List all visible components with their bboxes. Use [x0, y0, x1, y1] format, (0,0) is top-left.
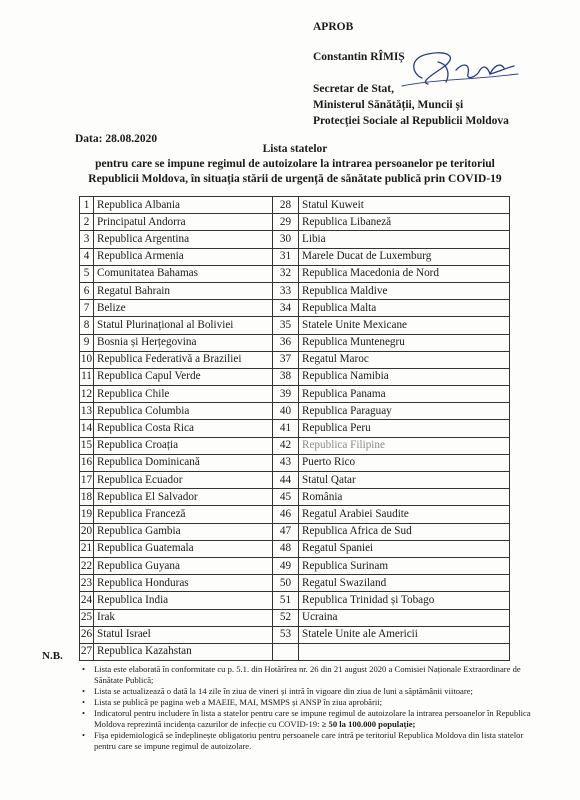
row-number: 18 [80, 489, 94, 506]
table-row [80, 420, 510, 437]
country-name: Republica Gambia [94, 523, 273, 540]
country-name: Statul Qatar [299, 472, 510, 489]
row-number: 40 [273, 403, 299, 420]
row-number: 53 [273, 626, 299, 643]
countries-table [79, 196, 510, 661]
row-number: 48 [273, 540, 299, 557]
country-name: Republica Croația [94, 437, 273, 454]
country-name: Republica Muntenegru [299, 334, 510, 351]
row-number: 34 [273, 300, 299, 317]
table-row [80, 386, 510, 403]
approver-role: Secretar de Stat, [313, 83, 395, 95]
country-name: Regatul Swaziland [299, 575, 510, 592]
table-row [80, 351, 510, 368]
table-row [80, 265, 510, 282]
row-number: 30 [273, 231, 299, 248]
country-name: Republica Guatemala [94, 540, 273, 557]
country-name: Republica Malta [299, 300, 510, 317]
table-row [80, 557, 510, 574]
bullet-icon: • [82, 708, 86, 718]
ministry-line-1: Ministerul Sănătății, Muncii și [313, 99, 464, 111]
title-line-1: Lista statelor [262, 143, 328, 155]
country-name: Republica Trinidad și Tobago [299, 592, 510, 609]
row-number: 7 [80, 300, 94, 317]
row-number: 45 [273, 489, 299, 506]
country-name: Republica Surinam [299, 557, 510, 574]
country-name: Libia [299, 231, 510, 248]
country-name: Comunitatea Bahamas [94, 265, 273, 282]
row-number: 37 [273, 351, 299, 368]
row-number: 25 [80, 609, 94, 626]
handwritten-signature [398, 44, 528, 90]
row-number: 9 [80, 334, 94, 351]
row-number: 51 [273, 592, 299, 609]
country-name: Republica Honduras [94, 575, 273, 592]
row-number: 31 [273, 248, 299, 265]
table-row [80, 643, 510, 660]
country-name: Republica Panama [299, 386, 510, 403]
row-number: 43 [273, 454, 299, 471]
table-row [80, 300, 510, 317]
table-row [80, 506, 510, 523]
note-item [84, 697, 534, 708]
table-row [80, 197, 510, 214]
country-name: Republica Capul Verde [94, 368, 273, 385]
bullet-icon: • [82, 697, 86, 707]
row-number: 44 [273, 472, 299, 489]
country-name: Republica Peru [299, 420, 510, 437]
row-number: 2 [80, 214, 94, 231]
country-name: Statele Unite Mexicane [299, 317, 510, 334]
title-line-2: pentru care se impune regimul de autoizolare la intrarea persoanelor pe teritoriul [95, 158, 495, 170]
notes-heading: N.B. [42, 650, 63, 662]
country-name: Republica Franceză [94, 506, 273, 523]
table-row [80, 575, 510, 592]
row-number: 12 [80, 386, 94, 403]
row-number: 36 [273, 334, 299, 351]
row-number: 19 [80, 506, 94, 523]
country-name: Republica Guyana [94, 557, 273, 574]
country-name: Republica Filipine [299, 437, 510, 454]
table-row [80, 403, 510, 420]
note-text: Lista se actualizează o dată la 14 zile în ziua de vineri și intră în vigoare din ziua de luni a săptămânii viitoare; [94, 686, 473, 696]
note-emphasis: ≥ 50 la 100.000 populație; [321, 719, 416, 729]
row-number: 10 [80, 351, 94, 368]
country-name: România [299, 489, 510, 506]
country-name: Ucraina [299, 609, 510, 626]
row-number: 8 [80, 317, 94, 334]
country-name: Republica Dominicană [94, 454, 273, 471]
ministry-line-2: Protecției Sociale al Republicii Moldova [313, 115, 509, 127]
row-number: 46 [273, 506, 299, 523]
row-number: 47 [273, 523, 299, 540]
country-name: Republica Libaneză [299, 214, 510, 231]
country-name: Republica Argentina [94, 231, 273, 248]
table-row [80, 214, 510, 231]
row-number: 5 [80, 265, 94, 282]
country-name: Republica India [94, 592, 273, 609]
table-row [80, 248, 510, 265]
bullet-icon: • [82, 686, 86, 696]
note-text: Indicatorul pentru includere în lista a statelor pentru care se impune regimul de autoizolare la intrarea persoanelor în Republica Moldova reprezintă incidența cazurilor de infecție cu COVID-19: [94, 708, 531, 729]
row-number: 23 [80, 575, 94, 592]
country-name: Statele Unite ale Americii [299, 626, 510, 643]
row-number: 15 [80, 437, 94, 454]
row-number: 16 [80, 454, 94, 471]
table-row [80, 489, 510, 506]
row-number: 33 [273, 282, 299, 299]
country-name: Republica Costa Rica [94, 420, 273, 437]
row-number: 4 [80, 248, 94, 265]
country-name: Irak [94, 609, 273, 626]
table-row [80, 609, 510, 626]
table-row [80, 626, 510, 643]
title-line-3: Republicii Moldova, în situația stării de urgență de sănătate publică prin COVID-19 [88, 173, 502, 185]
row-number: 14 [80, 420, 94, 437]
country-name: Regatul Bahrain [94, 282, 273, 299]
bullet-icon: • [82, 730, 86, 740]
country-name: Principatul Andorra [94, 214, 273, 231]
table-row [80, 334, 510, 351]
row-number: 28 [273, 197, 299, 214]
row-number: 3 [80, 231, 94, 248]
country-name: Republica El Salvador [94, 489, 273, 506]
country-name: Marele Ducat de Luxemburg [299, 248, 510, 265]
row-number: 42 [273, 437, 299, 454]
approval-heading: APROB [313, 21, 354, 33]
countries-table-body [80, 197, 510, 661]
table-row [80, 523, 510, 540]
row-number: 52 [273, 609, 299, 626]
row-number: 13 [80, 403, 94, 420]
country-name: Belize [94, 300, 273, 317]
row-number: 35 [273, 317, 299, 334]
country-name: Republica Ecuador [94, 472, 273, 489]
row-number: 41 [273, 420, 299, 437]
row-number: 6 [80, 282, 94, 299]
table-row [80, 540, 510, 557]
table-row [80, 592, 510, 609]
country-name: Statul Israel [94, 626, 273, 643]
row-number: 38 [273, 368, 299, 385]
note-item [84, 664, 534, 686]
country-name: Republica Armenia [94, 248, 273, 265]
table-row [80, 472, 510, 489]
note-text: Lista se publică pe pagina web a MAEIE, MAI, MSMPS și ANSP în ziua aprobării; [94, 697, 383, 707]
bullet-icon: • [82, 664, 86, 674]
country-name: Republica Paraguay [299, 403, 510, 420]
country-name: Republica Kazahstan [94, 643, 273, 660]
empty-cell [299, 643, 510, 660]
row-number: 24 [80, 592, 94, 609]
note-text: Fișa epidemiologică se îndeplinește obligatoriu pentru persoanele care intră pe teritoriul Republica Moldova din lista statelor pentru care se impune regimul de autoizolare. [94, 730, 524, 751]
table-row [80, 317, 510, 334]
country-name: Republica Chile [94, 386, 273, 403]
country-name: Republica Columbia [94, 403, 273, 420]
country-name: Regatul Maroc [299, 351, 510, 368]
empty-cell [273, 643, 299, 660]
row-number: 20 [80, 523, 94, 540]
table-row [80, 282, 510, 299]
table-row [80, 437, 510, 454]
row-number: 1 [80, 197, 94, 214]
table-row [80, 231, 510, 248]
notes-list [84, 664, 534, 752]
row-number: 29 [273, 214, 299, 231]
row-number: 17 [80, 472, 94, 489]
country-name: Statul Plurinațional al Boliviei [94, 317, 273, 334]
country-name: Republica Maldive [299, 282, 510, 299]
country-name: Regatul Arabiei Saudite [299, 506, 510, 523]
row-number: 32 [273, 265, 299, 282]
note-text: Lista este elaborată în conformitate cu p. 5.1. din Hotărîrea nr. 26 din 21 august 2020 a Comisiei Naționale Extraordinare de Sănătate Publică; [94, 664, 521, 685]
country-name: Republica Namibia [299, 368, 510, 385]
country-name: Republica Federativă a Braziliei [94, 351, 273, 368]
note-item [84, 708, 534, 730]
country-name: Bosnia și Herțegovina [94, 334, 273, 351]
country-name: Statul Kuweit [299, 197, 510, 214]
country-name: Puerto Rico [299, 454, 510, 471]
country-name: Regatul Spaniei [299, 540, 510, 557]
note-item [84, 686, 534, 697]
document-date: Data: 28.08.2020 [75, 133, 158, 145]
country-name: Republica Macedonia de Nord [299, 265, 510, 282]
row-number: 49 [273, 557, 299, 574]
approver-name: Constantin RÎMIȘ [313, 51, 405, 63]
table-row [80, 454, 510, 471]
document-title [40, 142, 550, 187]
country-name: Republica Africa de Sud [299, 523, 510, 540]
row-number: 11 [80, 368, 94, 385]
row-number: 50 [273, 575, 299, 592]
row-number: 27 [80, 643, 94, 660]
row-number: 39 [273, 386, 299, 403]
note-item [84, 730, 534, 752]
row-number: 26 [80, 626, 94, 643]
row-number: 22 [80, 557, 94, 574]
table-row [80, 368, 510, 385]
country-name: Republica Albania [94, 197, 273, 214]
row-number: 21 [80, 540, 94, 557]
